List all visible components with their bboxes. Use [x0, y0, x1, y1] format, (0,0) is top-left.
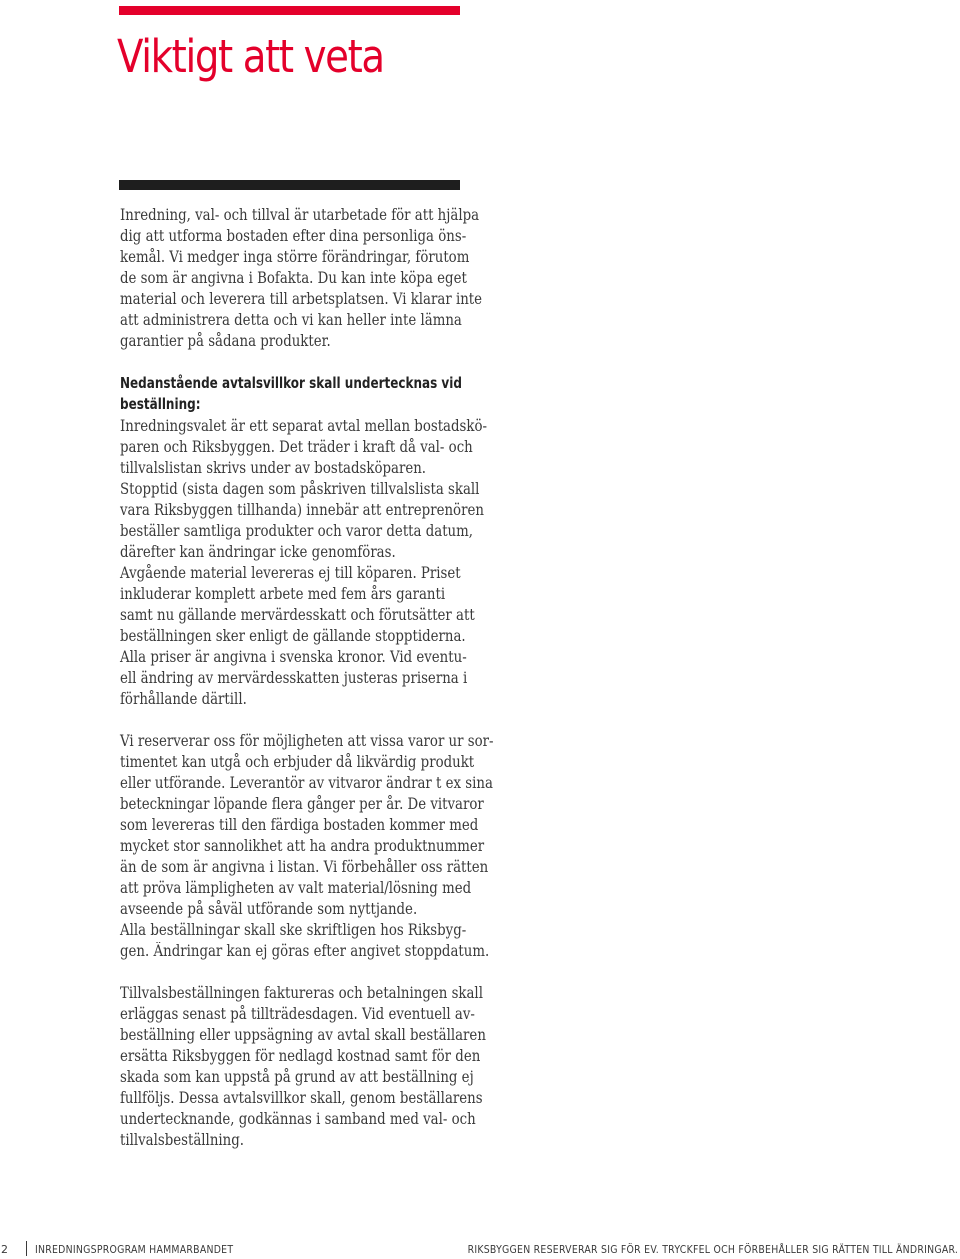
- text-line: skada som kan uppstå på grund av att beställning ej: [120, 1068, 474, 1086]
- text-line: beteckningar löpande flera gånger per år. De vitvaror: [120, 795, 484, 813]
- text-line: dig att utforma bostaden efter dina personliga öns-: [120, 227, 467, 245]
- text-line: kemål. Vi medger inga större förändringar, förutom: [120, 248, 470, 266]
- text-line: därefter kan ändringar icke genomföras.: [120, 543, 396, 561]
- text-line: tillvalsbeställning.: [120, 1131, 245, 1149]
- text-line: Avgående material levereras ej till köparen. Priset: [120, 564, 461, 582]
- text-line: material och leverera till arbetsplatsen. Vi klarar inte: [120, 290, 483, 308]
- intro-paragraph: [120, 205, 541, 352]
- text-line: samt nu gällande mervärdesskatt och förutsätter att: [120, 606, 475, 624]
- text-line: än de som är angivna i listan. Vi förbehåller oss rätten: [120, 858, 489, 876]
- text-line: eller utförande. Leverantör av vitvaror ändrar t ex sina: [120, 774, 493, 792]
- title-accent-bar: [119, 6, 460, 15]
- text-line: ell ändring av mervärdesskatten justeras priserna i: [120, 669, 468, 687]
- text-line: inkluderar komplett arbete med fem års garanti: [120, 585, 446, 603]
- text-line: garantier på sådana produkter.: [120, 332, 331, 350]
- text-line: fullföljs. Dessa avtalsvillkor skall, genom beställarens: [120, 1089, 483, 1107]
- page-footer: [0, 1241, 960, 1257]
- text-line: Stopptid (sista dagen som påskriven tillvalslista skall: [120, 480, 480, 498]
- billing-paragraph: [120, 983, 545, 1151]
- text-line: beställning eller uppsägning av avtal skall beställaren: [120, 1026, 486, 1044]
- text-line: Inredningsvalet är ett separat avtal mellan bostadskö-: [120, 417, 487, 435]
- text-line: gen. Ändringar kan ej göras efter angivet stoppdatum.: [120, 942, 490, 960]
- text-line: avseende på såväl utförande som nyttjande.: [120, 900, 418, 918]
- text-line: tillvalslistan skrivs under av bostadsköparen.: [120, 459, 427, 477]
- text-line: erläggas senast på tillträdesdagen. Vid eventuell av-: [120, 1005, 475, 1023]
- text-line: paren och Riksbyggen. Det träder i kraft då val- och: [120, 438, 473, 456]
- text-line: att pröva lämpligheten av valt material/lösning med: [120, 879, 472, 897]
- conditions-heading: [120, 373, 547, 415]
- text-line: som levereras till den färdiga bostaden kommer med: [120, 816, 479, 834]
- footer-disclaimer: RIKSBYGGEN RESERVERAR SIG FÖR EV. TRYCKFEL OCH FÖRBEHÅLLER SIG RÄTTEN TILL ÄNDRINGAR.: [467, 1243, 958, 1256]
- reservation-paragraph: [120, 731, 554, 962]
- text-line: Alla priser är angivna i svenska kronor. Vid eventu-: [120, 648, 467, 666]
- text-line: mycket stor sannolikhet att ha andra produktnummer: [120, 837, 485, 855]
- section-divider-bar: [119, 180, 460, 190]
- text-line: de som är angivna i Bofakta. Du kan inte köpa eget: [120, 269, 467, 287]
- text-line: Inredning, val- och tillval är utarbetade för att hjälpa: [120, 206, 480, 224]
- footer-program-name: INREDNINGSPROGRAM HAMMARBANDET: [35, 1243, 234, 1256]
- text-line: beställningen sker enligt de gällande stopptiderna.: [120, 627, 466, 645]
- text-line: förhållande därtill.: [120, 690, 247, 708]
- footer-divider: [26, 1241, 27, 1256]
- text-line: timentet kan utgå och erbjuder då likvärdig produkt: [120, 753, 475, 771]
- text-line: undertecknande, godkännas i samband med val- och: [120, 1110, 476, 1128]
- text-line: Vi reserverar oss för möjligheten att vissa varor ur sor-: [120, 732, 494, 750]
- text-line: beställer samtliga produkter och varor detta datum,: [120, 522, 474, 540]
- text-line: Alla beställningar skall ske skriftligen hos Riksbyg-: [120, 921, 467, 939]
- page-number: 2: [1, 1243, 8, 1256]
- text-line: att administrera detta och vi kan heller inte lämna: [120, 311, 462, 329]
- page-title: Viktigt att veta: [117, 30, 384, 83]
- conditions-paragraph: [120, 416, 547, 710]
- text-line: ersätta Riksbyggen för nedlagd kostnad samt för den: [120, 1047, 481, 1065]
- text-line: vara Riksbyggen tillhanda) innebär att entreprenören: [120, 501, 484, 519]
- text-line: beställning:: [120, 395, 201, 413]
- text-line: Tillvalsbeställningen faktureras och betalningen skall: [120, 984, 483, 1002]
- text-line: Nedanstående avtalsvillkor skall undertecknas vid: [120, 374, 462, 392]
